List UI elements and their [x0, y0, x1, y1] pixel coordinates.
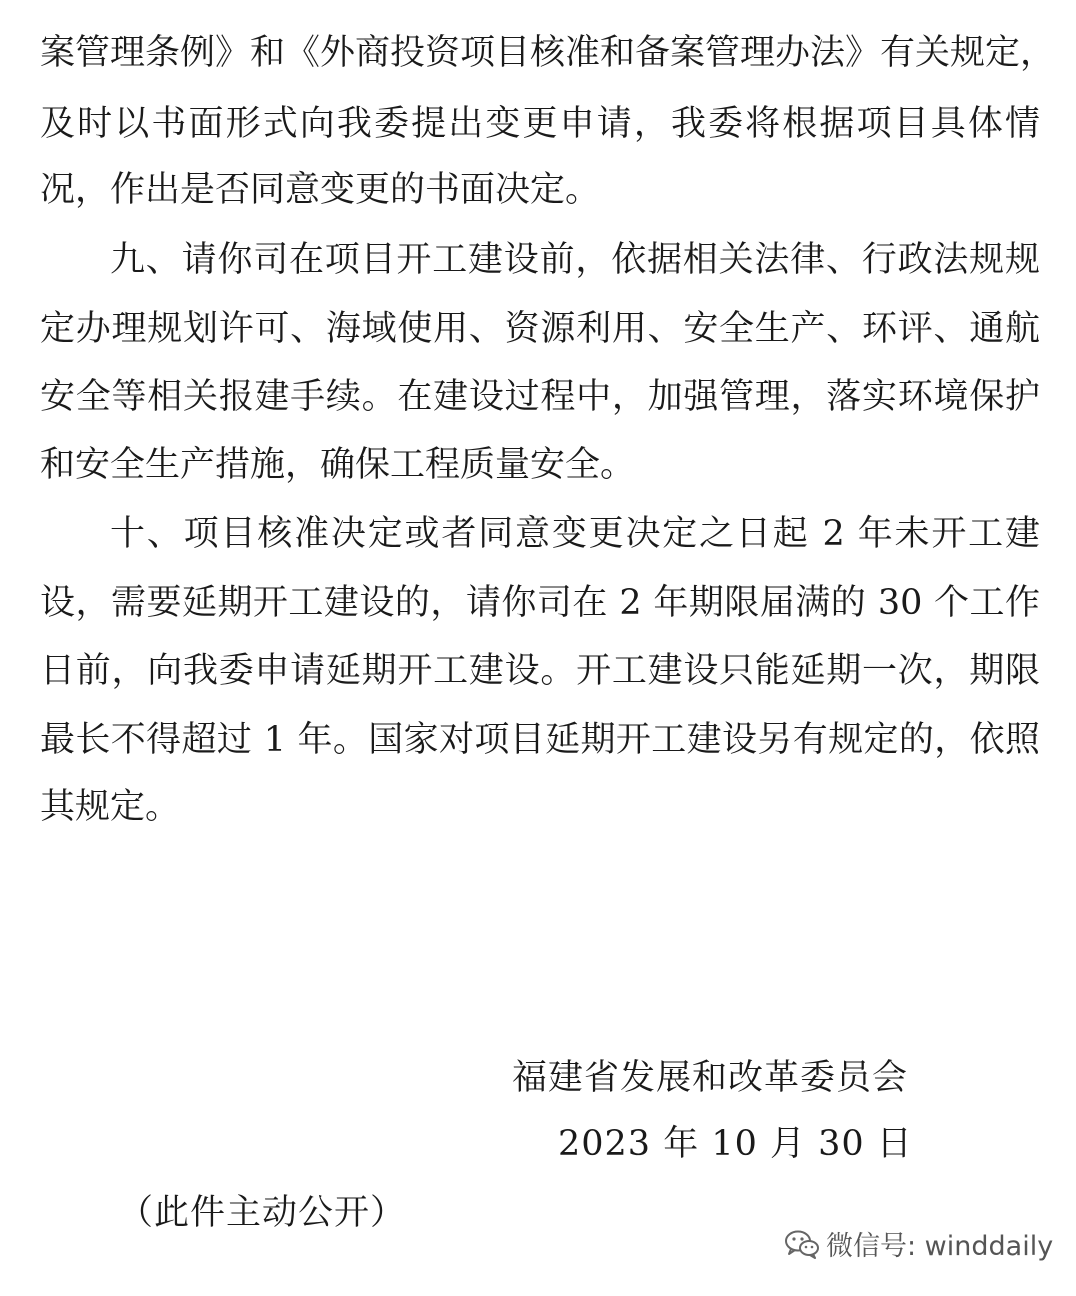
body-line-4: 九、请你司在项目开工建设前，依据相关法律、行政法规规 — [110, 240, 1040, 280]
watermark-text: 微信号: winddaily — [826, 1231, 1054, 1262]
body-line-2: 及时以书面形式向我委提出变更申请，我委将根据项目具体情 — [40, 104, 1040, 144]
wechat-icon — [784, 1229, 820, 1259]
disclosure-note: （此件主动公开） — [118, 1193, 407, 1233]
wechat-watermark — [784, 1224, 1053, 1263]
body-line-8: 十、项目核准决定或者同意变更决定之日起 2 年未开工建 — [110, 514, 1040, 554]
issue-date: 2023 年 10 月 30 日 — [558, 1124, 913, 1164]
issuing-organization: 福建省发展和改革委员会 — [512, 1058, 909, 1098]
body-line-9: 设，需要延期开工建设的，请你司在 2 年期限届满的 30 个工作 — [40, 583, 1040, 623]
body-line-7: 和安全生产措施，确保工程质量安全。 — [40, 445, 636, 485]
body-line-5: 定办理规划许可、海域使用、资源利用、安全生产、环评、通航 — [40, 309, 1040, 349]
body-line-10: 日前，向我委申请延期开工建设。开工建设只能延期一次，期限 — [40, 651, 1040, 691]
body-line-1: 案管理条例》和《外商投资项目核准和备案管理办法》有关规定， — [40, 33, 1056, 73]
body-line-3: 况，作出是否同意变更的书面决定。 — [40, 170, 601, 210]
body-line-6: 安全等相关报建手续。在建设过程中，加强管理，落实环境保护 — [40, 377, 1040, 417]
body-line-11: 最长不得超过 1 年。国家对项目延期开工建设另有规定的，依照 — [40, 720, 1040, 760]
body-line-12: 其规定。 — [40, 787, 181, 827]
